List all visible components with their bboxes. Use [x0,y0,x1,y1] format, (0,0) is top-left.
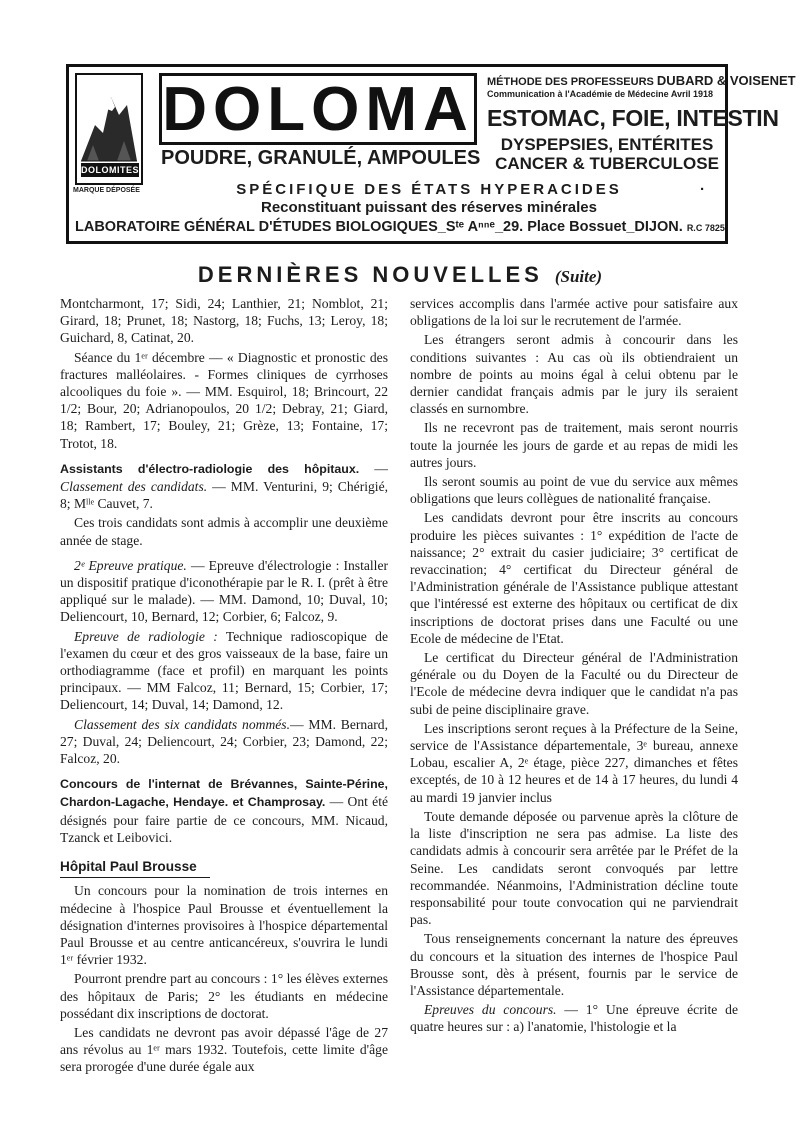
paragraph-text: Technique radioscopique de l'examen du cœur et des gros vaisseaux de la base, faire un orthodiagramme (face et profil) en marquant les points principaux. — MM Falcoz, 11; Bernard, 15; Corbier, 17; Deliencourt, 14; Duval, 14; Damond, 12. [60,628,388,713]
paragraph [410,1001,738,1035]
paragraph-text: — Epreuve d'électrologie : Installer un dispositif pratique d'iconothérapie par le R. I. (prêt à être appliqué sur le malade). — MM. Damond, 10; Duval, 10; Deliencourt, 10, Bernard, 12; Corbier, 6; Falcoz, 9. [60,557,388,625]
paragraph [60,775,388,846]
laboratory-address: LABORATOIRE GÉNÉRAL D'ÉTUDES BIOLOGIQUES_Sᵗᵉ Aⁿⁿᵉ_29. Place Bossuet_DIJON. [75,219,683,235]
product-forms: POUDRE, GRANULÉ, AMPOULES [161,147,481,169]
paragraph [60,628,388,714]
paragraph-text: — Ont été désignés pour faire partie de ce concours, MM. Nicaud, Tzanck et Leibovici. [60,794,389,845]
method-line [487,73,796,88]
trademark-note: MARQUE DÉPOSÉE [73,187,140,194]
paragraph: Les étrangers seront admis à concourir dans les conditions suivantes : Au cas où ils obtiendraient un nombre de points au moins égal à celui obtenu par le dernier candidat français admis par le jury ils seraient classés en surnombre. [410,332,738,417]
paragraph: Les candidats devront pour être inscrits au concours produire les pièces suivantes : 1° expédition de l'acte de naissance; 2° extrait du casier judiciaire; 3° certificat de revaccination; 4° certificat du Directeur général de l'Administration générale de l'Assistance publique attestant que l'intéressé est externe des hôpitaux ou certificat de dix inscriptions de doctorat prises dans une Faculté ou une Ecole de médecine de l'Etat. [410,510,738,646]
page-title [0,262,800,288]
paragraph-text: — MM. Venturini, 9; Chérigié, 8; Mˡˡᵉ Cauvet, 7. [60,479,389,512]
paragraph [60,557,388,626]
paragraph-text: — 1° Une épreuve écrite de quatre heures sur : a) l'anatomie, l'histologie et la [410,1002,738,1035]
paragraph-text: — MM. Bernard, 27; Duval, 24; Deliencourt, 24; Corbier, 23; Damond, 22; Falcoz, 20. [60,716,388,767]
left-column [60,295,388,1078]
specific-text: SPÉCIFIQUE DES ÉTATS HYPERACIDES [236,181,622,198]
right-column [410,295,738,1038]
illness-line-1: DYSPEPSIES, ENTÉRITES [500,135,714,154]
organs-line: ESTOMAC, FOIE, INTESTIN [487,105,779,131]
paragraph: Les inscriptions seront reçues à la Préfecture de la Seine, service de l'Assistance départementale, 3ᵉ bureau, annexe Lobau, escalier A, 2ᵉ étage, pièce 227, dimanches et fêtes exceptés, de 10 à 12 heures et de 14 à 17 heures, du lundi 4 au mardi 19 janvier inclus [410,720,738,805]
paragraph-heading: Concours de l'internat de Brévannes, Sainte-Périne, Chardon-Lagache, Hendaye. et Champrosay. [60,777,388,810]
method-prefix: MÉTHODE DES PROFESSEURS [487,76,654,88]
specific-line [159,181,705,198]
paragraph: Un concours pour la nomination de trois internes en médecine à l'hospice Paul Brousse et éventuellement la désignation d'internes provisoires à l'hospice départemental Paul Brousse et au centre anticancéreux, s'ouvrira le lundi 1ᵉʳ février 1932. [60,883,388,968]
illness-list [487,135,727,173]
title-main: DERNIÈRES NOUVELLES [197,262,543,287]
doloma-advertisement [66,64,796,244]
paragraph [60,716,388,768]
paragraph: Tous renseignements concernant la nature des épreuves du concours et la situation des internes de l'hospice Paul Brousse sont, dès à présent, fournis par le service de l'Assistance départementale. [410,931,738,998]
paragraph: Ils ne recevront pas de traitement, mais seront nourris toute la journée les jours de garde et au repas de midi les autres jours. [410,420,738,470]
method-names: DUBARD & VOISENET [656,73,796,88]
paragraph-italic: Epreuves du concours. [424,1002,557,1018]
registry-number: R.C 7825 [686,223,725,233]
paragraph: Toute demande déposée ou parvenue après la clôture de la liste d'inscription ne sera pas admise. La liste des candidats admis à concourir sera arrêtée par le Préfet de la Seine. Les candidats seront convoqués par lettre recommandée. Néanmoins, l'Administration décline toute responsabilité pour toute convocation qui ne parviendrait pas. [410,808,738,928]
paragraph: services accomplis dans l'armée active pour satisfaire aux obligations de la loi sur le recrutement de l'armée. [410,296,738,329]
paragraph: Séance du 1ᵉʳ décembre — « Diagnostic et pronostic des fractures malléolaires. - Formes cliniques de cyrrhoses alcooliques du foie ». — MM. Esquirol, 18; Brincourt, 22 1/2; Bour, 20; Adrianopoulos, 20 1/2; Debray, 21; Giard, 18; Rambert, 17; Bouley, 21; Grèze, 13; Fontaine, 17; Trotot, 18. [60,349,388,451]
paragraph: Ces trois candidats sont admis à accomplir une deuxième année de stage. [60,515,388,548]
specific-dot: · [700,181,705,198]
mountain-logo [75,73,143,185]
paragraph-heading: Assistants d'électro-radiologie des hôpitaux. [60,461,360,476]
paragraph: Montcharmont, 17; Sidi, 24; Lanthier, 21; Nomblot, 21; Girard, 18; Prunet, 18; Nastorg, 18; Fuchs, 13; Leroy, 18; Guichard, 8, Catinat, 20. [60,296,388,346]
paragraph: Le certificat du Directeur général de l'Administration générale ou du Doyen de la Faculté ou du Directeur de l'Ecole de médecine devra indiquer que le candidat n'a pas subi de peine disciplinaire grave. [410,650,738,717]
paragraph: Ils seront soumis au point de vue du service aux mêmes obligations que leurs collègues de nationalité française. [410,474,738,507]
dash: — [359,460,388,476]
illness-line-2: CANCER & TUBERCULOSE [495,154,719,173]
reconstituant-line: Reconstituant puissant des réserves minérales [261,199,597,216]
paragraph-italic: Epreuve de radiologie : [74,628,218,644]
laboratory-line [75,219,723,235]
section-heading: Hôpital Paul Brousse [60,858,210,878]
academy-note: Communication à l'Académie de Médecine Avril 1918 [487,89,714,99]
paragraph-italic: Classement des six candidats nommés. [74,716,290,732]
title-suite: (Suite) [554,267,603,286]
paragraph-italic: Classement des candidats. [60,479,208,495]
paragraph: Pourront prendre part au concours : 1° les élèves externes des hôpitaux de Paris; 2° les étudiants en médecine possédant dix inscriptions de doctorat. [60,971,388,1021]
paragraph [60,460,388,513]
paragraph: Les candidats ne devront pas avoir dépassé l'âge de 27 ans révolus au 1ᵉʳ mars 1932. Toutefois, cette limite d'âge sera prorogée d'une durée égale aux [60,1024,388,1075]
paragraph-italic: 2ᵉ Epreuve pratique. [74,557,187,573]
brand-name: DOLOMA [159,73,477,145]
logo-wordmark: DOLOMITES [81,165,139,175]
